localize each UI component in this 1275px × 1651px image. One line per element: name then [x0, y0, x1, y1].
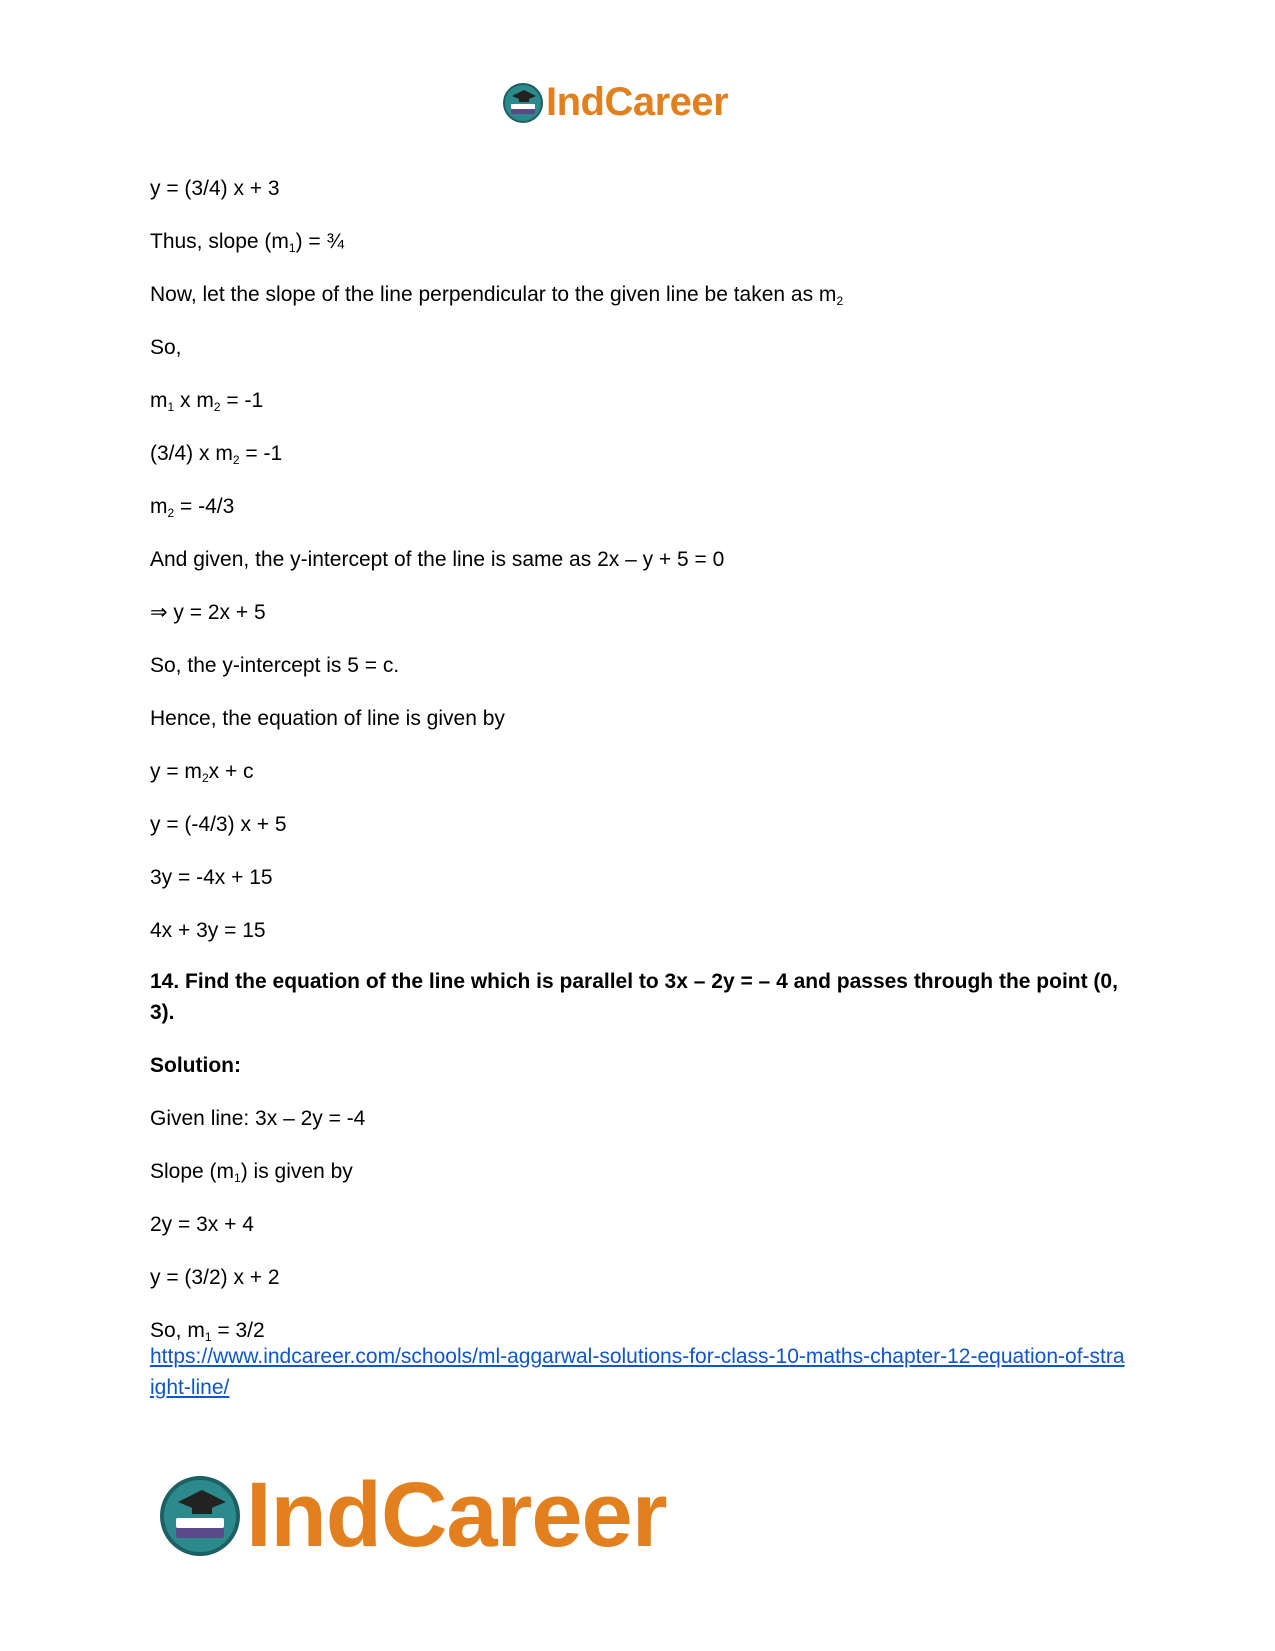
text-line: y = (-4/3) x + 5: [150, 813, 287, 836]
text-line: y = (3/4) x + 3: [150, 177, 280, 200]
brand-name: IndCareer: [246, 1464, 667, 1566]
header-logo: [502, 80, 728, 125]
text-line: So, the y-intercept is 5 = c.: [150, 654, 400, 677]
text-line: $y = m_2x + c$: [150, 760, 254, 785]
text-line: And given, the y-intercept of the line is same as 2x – y + 5 = 0: [150, 548, 725, 571]
text-line: ⇒ y = 2x + 5: [150, 601, 266, 624]
text-line: $m_1$ x $m_2 = -1$: [150, 389, 264, 414]
text-line: Thus, slope $(m_1)$ = ¾: [150, 230, 345, 255]
text-line: $m_2 = -4/3$: [150, 495, 235, 520]
text-line: Given line: 3x – 2y = -4: [150, 1107, 366, 1130]
source-link[interactable]: https://www.indcareer.com/schools/ml-aggarwal-solutions-for-class-10-maths-chapter-12-equation-of-straight-line/: [150, 1345, 1125, 1399]
text-line: 3y = -4x + 15: [150, 866, 273, 889]
text-line: 2y = 3x + 4: [150, 1213, 254, 1236]
text-line: So, $m_1 = 3/2$: [150, 1319, 265, 1344]
graduation-book-icon: [158, 1474, 242, 1558]
text-line: Hence, the equation of line is given by: [150, 707, 505, 730]
text-line: (3/4) x $m_2 = -1$: [150, 442, 283, 467]
text-line: y = (3/2) x + 2: [150, 1266, 280, 1289]
text-line: So,: [150, 336, 182, 359]
footer-logo: [158, 1463, 667, 1568]
solution-label: Solution:: [150, 1054, 241, 1077]
text-line: Slope $(m_1)$ is given by: [150, 1160, 353, 1185]
brand-name: IndCareer: [546, 80, 729, 124]
text-line: 4x + 3y = 15: [150, 919, 266, 942]
graduation-book-icon: [502, 82, 544, 124]
question-heading: 14. Find the equation of the line which is parallel to 3x – 2y = – 4 and passes through the point (0, 3).: [150, 970, 1118, 1024]
text-line: Now, let the slope of the line perpendicular to the given line be taken as $m_2$: [150, 283, 844, 308]
